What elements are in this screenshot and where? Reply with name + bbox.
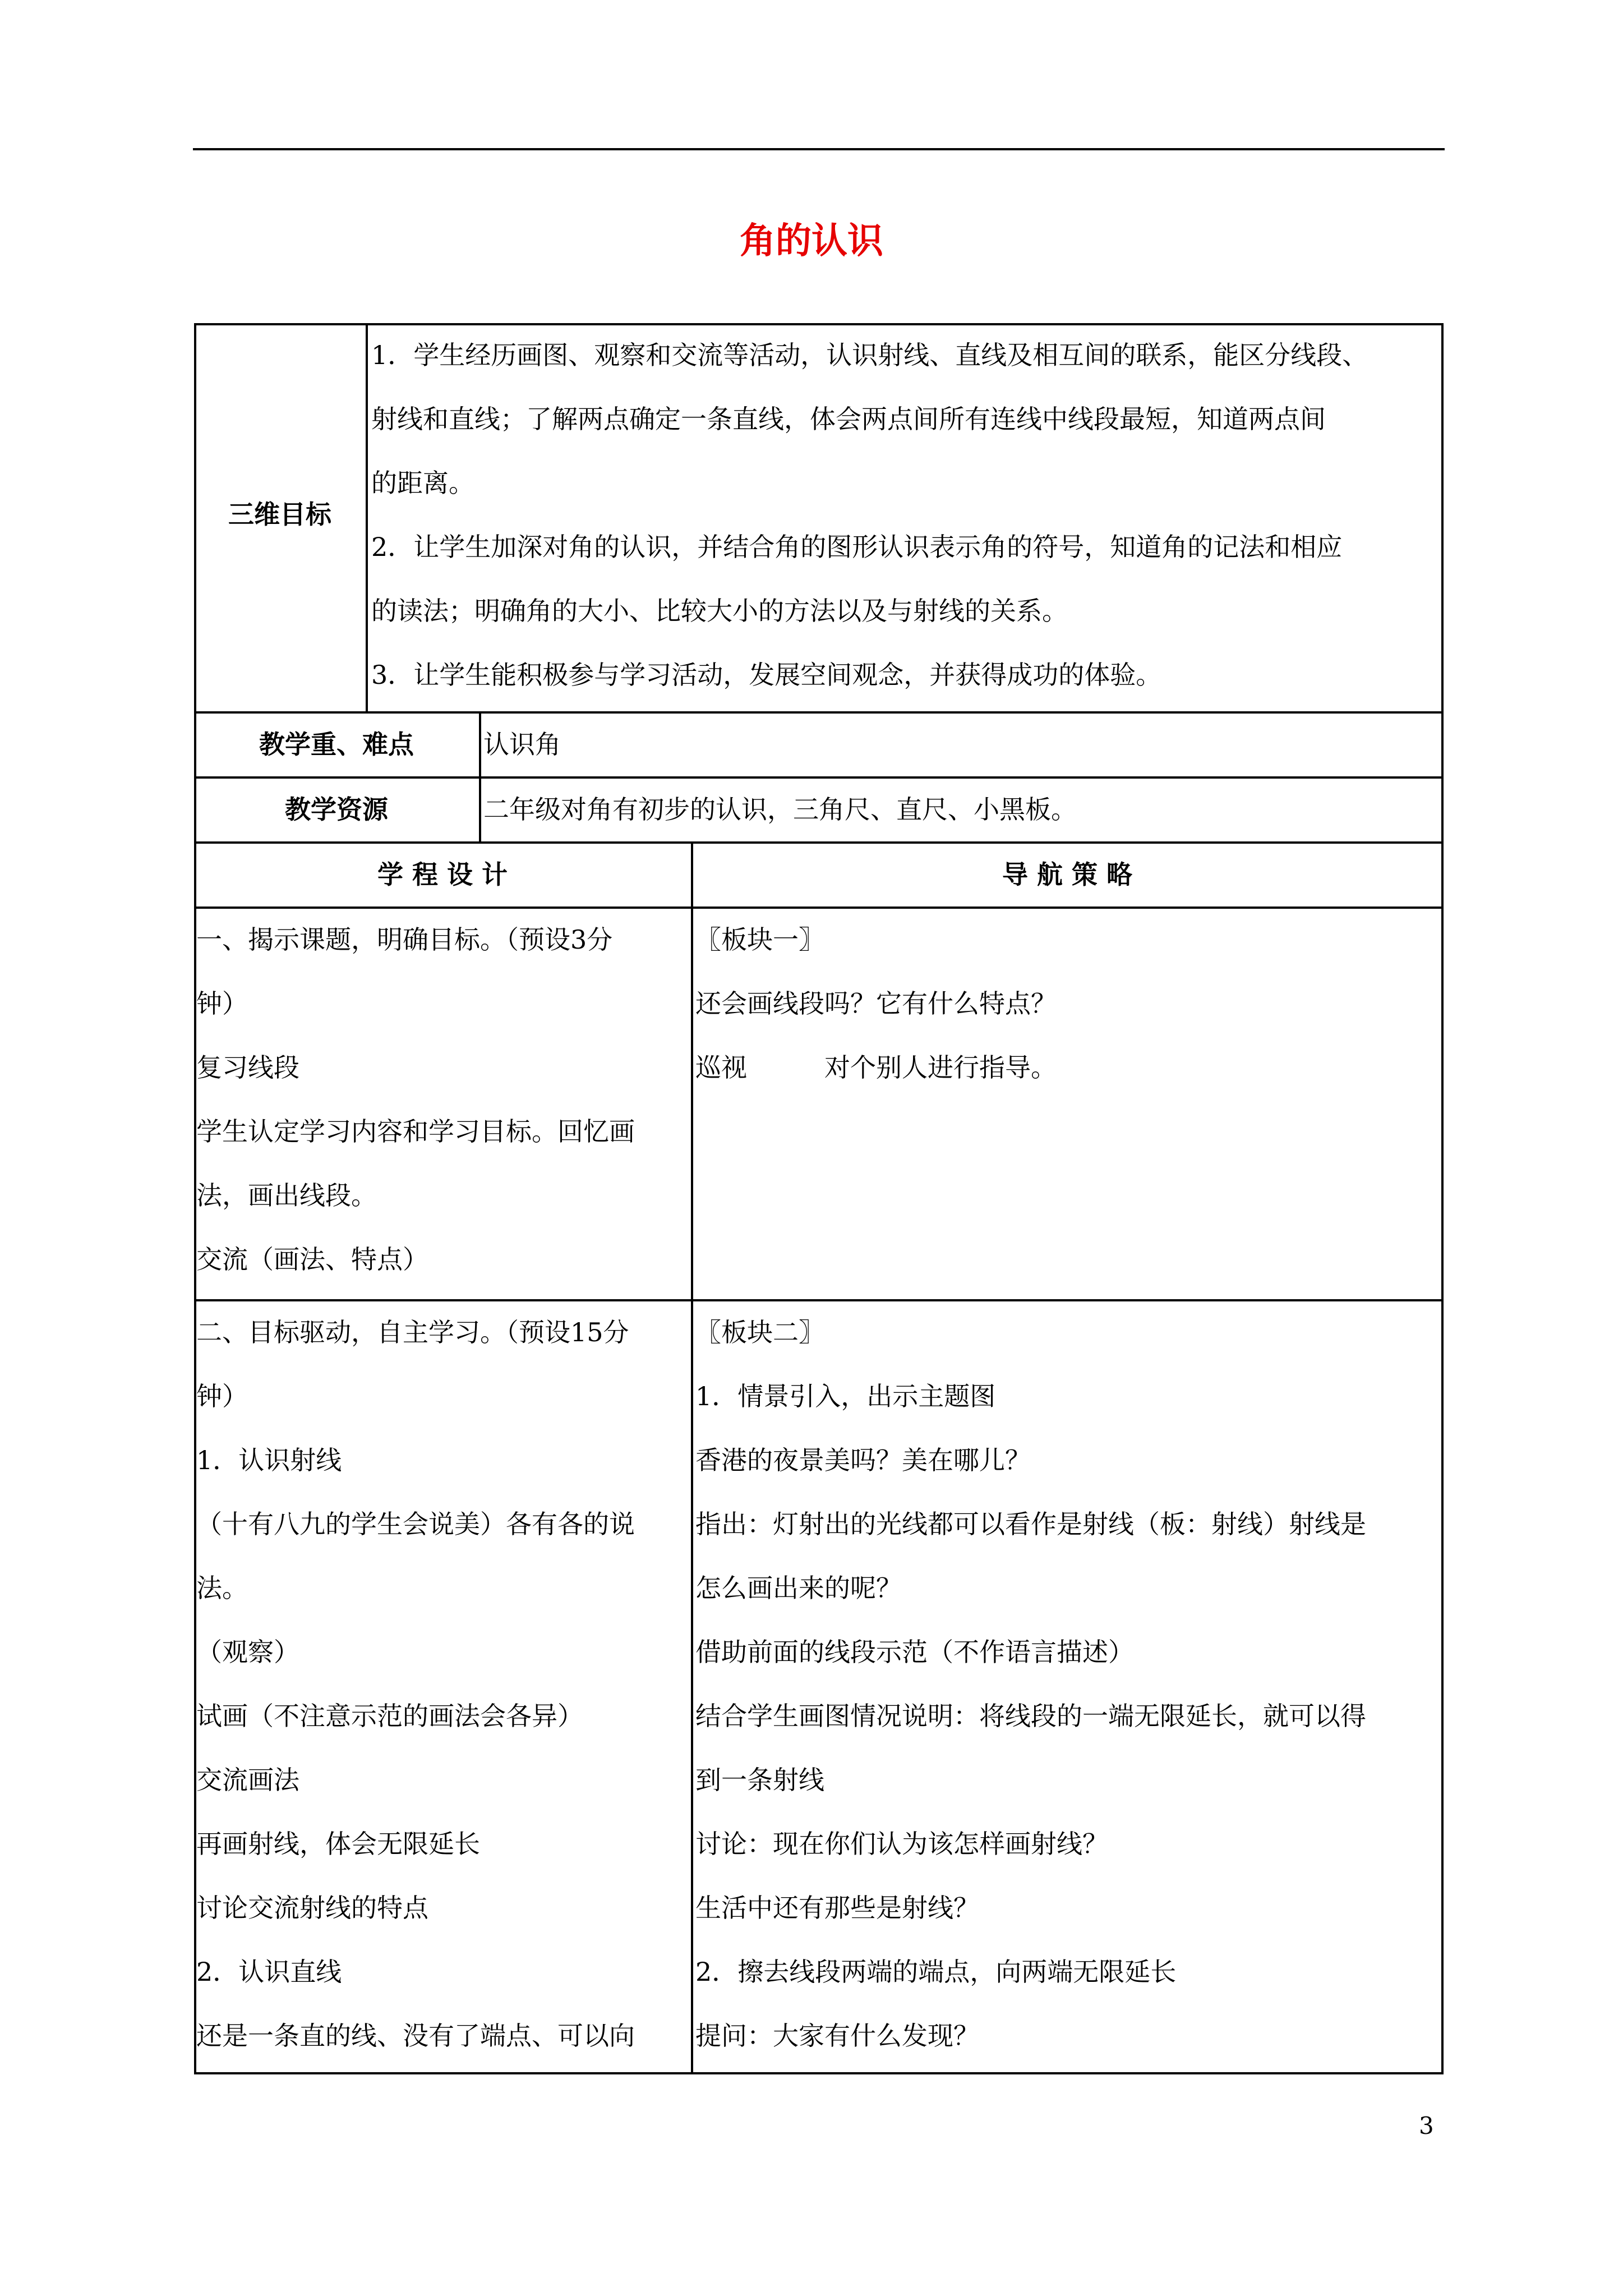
strategy-line: 借助前面的线段示范（不作语言描述） bbox=[695, 1637, 1134, 1667]
resources-label: 教学资源 bbox=[285, 794, 388, 825]
table-border-right bbox=[1441, 323, 1444, 2074]
row-divider bbox=[194, 907, 1444, 909]
design-line: 再画射线，体会无限延长 bbox=[196, 1829, 480, 1859]
strategy-line: 2．擦去线段两端的端点，向两端无限延长 bbox=[695, 1957, 1177, 1987]
strategy-line: 提问：大家有什么发现？ bbox=[695, 2021, 979, 2051]
objective-line: 的读法；明确角的大小、比较大小的方法以及与射线的关系。 bbox=[371, 596, 1068, 626]
strategy-line: 〖板块二〗 bbox=[695, 1317, 824, 1347]
lesson-table bbox=[194, 323, 1444, 2074]
strategy-line: 怎么画出来的呢？ bbox=[695, 1573, 902, 1603]
key-points-label: 教学重、难点 bbox=[259, 729, 414, 760]
design-line: 2．认识直线 bbox=[196, 1957, 342, 1987]
strategy-line: 到一条射线 bbox=[695, 1765, 824, 1795]
strategy-line: 结合学生画图情况说明：将线段的一端无限延长，就可以得 bbox=[695, 1701, 1366, 1731]
objective-line: 1．学生经历画图、观察和交流等活动，认识射线、直线及相互间的联系，能区分线段、 bbox=[371, 340, 1368, 370]
objectives-label: 三维目标 bbox=[228, 499, 331, 530]
design-line: 复习线段 bbox=[196, 1052, 299, 1083]
strategy-line: 1．情景引入，出示主题图 bbox=[695, 1381, 996, 1411]
design-line: 钟） bbox=[196, 988, 248, 1019]
design-line: （十有八九的学生会说美）各有各的说 bbox=[196, 1509, 635, 1539]
strategy-line: 〖板块一〗 bbox=[695, 924, 824, 955]
table-border-bottom bbox=[194, 2072, 1444, 2074]
design-line: 交流（画法、特点） bbox=[196, 1244, 428, 1274]
objective-line: 2．让学生加深对角的认识，并结合角的图形认识表示角的符号，知道角的记法和相应 bbox=[371, 532, 1343, 562]
row-divider bbox=[194, 776, 1444, 779]
column-header-design: 学 程 设 计 bbox=[377, 859, 508, 890]
resources-value: 二年级对角有初步的认识，三角尺、直尺、小黑板。 bbox=[483, 794, 1077, 825]
design-line: 钟） bbox=[196, 1381, 248, 1411]
design-line: 还是一条直的线、没有了端点、可以向 bbox=[196, 2021, 635, 2051]
strategy-line: 生活中还有那些是射线？ bbox=[695, 1893, 979, 1923]
key-points-value: 认识角 bbox=[483, 729, 561, 760]
design-line: 讨论交流射线的特点 bbox=[196, 1893, 428, 1923]
objective-line: 的距离。 bbox=[371, 468, 474, 498]
strategy-line: 巡视 对个别人进行指导。 bbox=[695, 1052, 1057, 1083]
strategy-line: 指出：灯射出的光线都可以看作是射线（板：射线）射线是 bbox=[695, 1509, 1366, 1539]
strategy-line: 讨论：现在你们认为该怎样画射线？ bbox=[695, 1829, 1108, 1859]
design-line: 法，画出线段。 bbox=[196, 1180, 377, 1211]
col-divider-objectives bbox=[366, 323, 368, 714]
design-line: 交流画法 bbox=[196, 1765, 299, 1795]
col-divider-info bbox=[479, 711, 481, 844]
design-line: 一、揭示课题，明确目标。（预设3分 bbox=[196, 924, 613, 955]
page-title: 角的认识 bbox=[740, 220, 883, 262]
design-line: （观察） bbox=[196, 1637, 299, 1667]
row-divider bbox=[194, 711, 1444, 714]
design-line: 1．认识射线 bbox=[196, 1445, 342, 1475]
design-line: 学生认定学习内容和学习目标。回忆画 bbox=[196, 1116, 635, 1147]
row-divider bbox=[194, 841, 1444, 844]
page-number: 3 bbox=[1419, 2112, 1434, 2139]
row-divider bbox=[194, 1299, 1444, 1301]
column-header-strategy: 导 航 策 略 bbox=[1002, 859, 1133, 890]
design-line: 法。 bbox=[196, 1573, 248, 1603]
objective-line: 射线和直线；了解两点确定一条直线，体会两点间所有连线中线段最短，知道两点间 bbox=[371, 404, 1326, 434]
design-line: 试画（不注意示范的画法会各异） bbox=[196, 1701, 583, 1731]
strategy-line: 还会画线段吗？它有什么特点？ bbox=[695, 988, 1057, 1019]
design-line: 二、目标驱动，自主学习。（预设15分 bbox=[196, 1317, 629, 1347]
table-border-top bbox=[194, 323, 1444, 325]
objective-line: 3．让学生能积极参与学习活动，发展空间观念，并获得成功的体验。 bbox=[371, 660, 1162, 690]
col-divider-main bbox=[691, 841, 693, 2074]
header-rule bbox=[193, 148, 1445, 150]
strategy-line: 香港的夜景美吗？美在哪儿？ bbox=[695, 1445, 1031, 1475]
